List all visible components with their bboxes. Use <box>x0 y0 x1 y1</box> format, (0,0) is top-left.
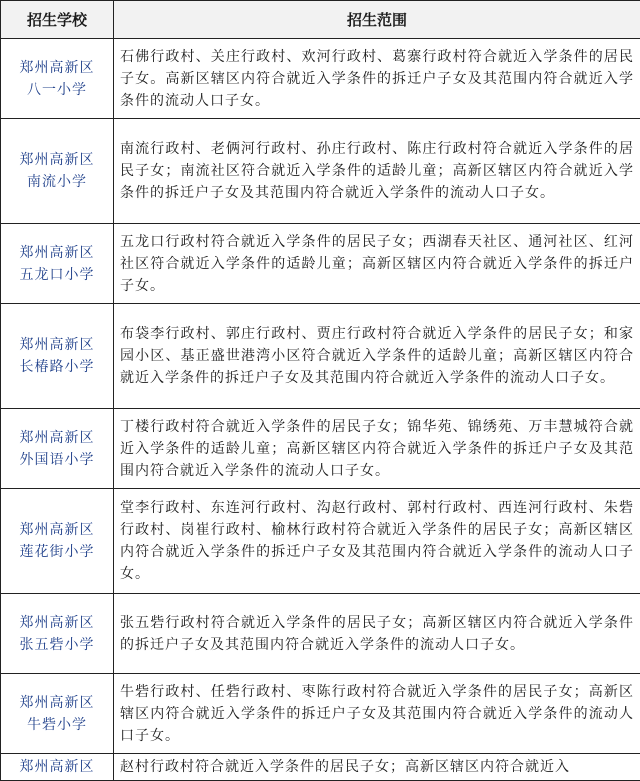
table-row <box>1 489 640 594</box>
enrollment-range: 张五砦行政村符合就近入学条件的居民子女；高新区辖区内符合就近入学条件的拆迁户子女及其范围内符合就近入学条件的流动人口子女。 <box>114 594 640 674</box>
school-name <box>1 224 114 304</box>
school-name <box>1 409 114 489</box>
table-row <box>1 224 640 304</box>
header-range: 招生范围 <box>114 1 640 39</box>
school-name-line1: 郑州高新区 <box>1 149 113 171</box>
school-name <box>1 489 114 594</box>
school-name <box>1 594 114 674</box>
enrollment-range: 堂李行政村、东连河行政村、沟赵行政村、郭村行政村、西连河行政村、朱砦行政村、岗崔行政村、榆林行政村符合就近入学条件的居民子女；高新区辖区内符合就近入学条件的拆迁户子女及其范围内符合就近入学条件的流动人口子女。 <box>114 489 640 594</box>
enrollment-range: 牛砦行政村、任砦行政村、枣陈行政村符合就近入学条件的居民子女；高新区辖区内符合就近入学条件的拆迁户子女及其范围内符合就近入学条件的流动人口子女。 <box>114 674 640 754</box>
enrollment-range: 石佛行政村、关庄行政村、欢河行政村、葛寨行政村符合就近入学条件的居民子女。高新区辖区内符合就近入学条件的拆迁户子女及其范围内符合就近入学条件的流动人口子女。 <box>114 39 640 119</box>
school-name-line2: 五龙口小学 <box>1 264 113 286</box>
school-name <box>1 674 114 754</box>
school-name-line2: 南流小学 <box>1 171 113 193</box>
school-name-line1: 郑州高新区 <box>1 612 113 634</box>
school-name-line2: 八一小学 <box>1 79 113 101</box>
school-name <box>1 754 114 781</box>
school-name-line2: 张五砦小学 <box>1 634 113 656</box>
school-name-line1: 郑州高新区 <box>1 334 113 356</box>
header-school: 招生学校 <box>1 1 114 39</box>
school-name-line2: 长椿路小学 <box>1 356 113 378</box>
school-name-line2: 外国语小学 <box>1 449 113 471</box>
school-name-line1: 郑州高新区 <box>1 519 113 541</box>
enrollment-range: 南流行政村、老俩河行政村、孙庄行政村、陈庄行政村符合就近入学条件的居民子女；南流社区符合就近入学条件的适龄儿童；高新区辖区内符合就近入学条件的拆迁户子女及其范围内符合就近入学条件的流动人口子女。 <box>114 119 640 224</box>
table-row <box>1 119 640 224</box>
school-name <box>1 304 114 409</box>
enrollment-range: 五龙口行政村符合就近入学条件的居民子女；西湖春天社区、通河社区、红河社区符合就近入学条件的适龄儿童；高新区辖区内符合就近入学条件的拆迁户子女。 <box>114 224 640 304</box>
school-name-line1: 郑州高新区 <box>1 242 113 264</box>
school-name-line2: 莲花街小学 <box>1 541 113 563</box>
table-header-row <box>1 1 640 39</box>
enrollment-range: 赵村行政村符合就近入学条件的居民子女；高新区辖区内符合就近入 <box>114 754 640 781</box>
school-name-line1: 郑州高新区 <box>1 756 113 778</box>
enrollment-range: 布袋李行政村、郭庄行政村、贾庄行政村符合就近入学条件的居民子女；和家园小区、基正盛世港湾小区符合就近入学条件的适龄儿童；高新区辖区内符合就近入学条件的拆迁户子女及其范围内符合就近入学条件的流动人口子女。 <box>114 304 640 409</box>
table-row <box>1 674 640 754</box>
table-row <box>1 39 640 119</box>
table-row <box>1 754 640 781</box>
school-name <box>1 39 114 119</box>
school-name-line1: 郑州高新区 <box>1 427 113 449</box>
enrollment-range: 丁楼行政村符合就近入学条件的居民子女；锦华苑、锦绣苑、万丰慧城符合就近入学条件的适龄儿童；高新区辖区内符合就近入学条件的拆迁户子女及其范围内符合就近入学条件的流动人口子女。 <box>114 409 640 489</box>
school-name <box>1 119 114 224</box>
table-row <box>1 304 640 409</box>
table-row <box>1 594 640 674</box>
school-name-line1: 郑州高新区 <box>1 57 113 79</box>
school-name-line2: 牛砦小学 <box>1 714 113 736</box>
school-name-line1: 郑州高新区 <box>1 692 113 714</box>
table-row <box>1 409 640 489</box>
